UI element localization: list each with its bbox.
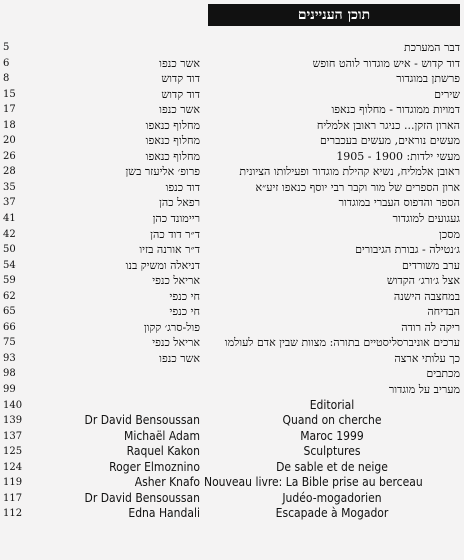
- entry-title: ג׳נטילה - גבורת הגיבורים: [355, 243, 460, 257]
- entry-title: De sable et de neige: [276, 459, 388, 474]
- page-number: 117: [3, 492, 23, 504]
- entry-author: דוד קדוש: [161, 72, 200, 86]
- entry-title: שירים: [434, 87, 460, 101]
- entry-title: Editorial: [309, 397, 355, 412]
- entry-title: דבר המערכת: [403, 41, 460, 54]
- page-number: 65: [3, 306, 16, 318]
- page-number: 75: [3, 337, 16, 349]
- page-number: 37: [3, 197, 16, 209]
- page-number: 42: [3, 228, 16, 240]
- toc-row-fr: [0, 413, 464, 429]
- page-number: 119: [3, 477, 23, 489]
- toc-row: [0, 149, 464, 165]
- toc-row: [0, 118, 464, 134]
- entry-author: אשר כנפו: [159, 56, 200, 70]
- page-number: 28: [3, 166, 16, 178]
- toc-row: [0, 242, 464, 258]
- entry-title: הספר והדפוס העברי במוגדור: [338, 196, 460, 210]
- entry-title: מעריב על מוגדור: [388, 383, 460, 397]
- toc-row: [0, 335, 464, 351]
- toc-row-fr: [0, 429, 464, 445]
- page-number: 26: [3, 150, 16, 162]
- entry-author: מחלוף כנאפו: [145, 134, 200, 148]
- entry-author: Raquel Kakon: [126, 444, 200, 459]
- entry-title: פרשתן במוגדור: [396, 72, 460, 86]
- table-of-contents: [0, 40, 464, 522]
- page-number: 41: [3, 213, 16, 225]
- entry-title: ערכים אוניברסליסטיים בתורה: מצוות שבין אדם לעולמו: [224, 336, 460, 350]
- entry-title: דוד קדוש - איש מוגדור לוהט חופש: [312, 56, 460, 70]
- entry-title: Sculptures: [303, 444, 361, 459]
- entry-author: ד״ר אורנה בזיו: [139, 243, 200, 257]
- entry-author: Roger Elmoznino: [109, 459, 200, 474]
- toc-row: [0, 180, 464, 196]
- page-number: 8: [3, 73, 10, 85]
- page-number: 18: [3, 119, 16, 131]
- entry-author: אשר כנפו: [159, 103, 200, 117]
- entry-author: ד״ר דוד כהן: [150, 227, 200, 241]
- toc-row: [0, 102, 464, 118]
- entry-title: מעשי ילדות: 1900 - 1905: [336, 149, 460, 163]
- toc-row: [0, 87, 464, 103]
- entry-author: Dr David Bensoussan: [84, 490, 200, 505]
- entry-title: דמויות ממוגדור - מחלוף כנאפו: [331, 103, 460, 117]
- page-number: 99: [3, 384, 16, 396]
- entry-author: אריאל כנפי: [152, 336, 200, 350]
- page-number: 124: [3, 461, 23, 473]
- entry-author: ריימונד כהן: [152, 212, 200, 226]
- entry-title: Judéo-mogadorien: [282, 490, 382, 505]
- toc-row: [0, 351, 464, 367]
- entry-title: מכתבים: [426, 367, 460, 381]
- entry-author: אריאל כנפי: [152, 274, 200, 288]
- entry-title: Escapade à Mogador: [275, 506, 389, 521]
- entry-author: מחלוף כנאפו: [145, 118, 200, 132]
- toc-row: [0, 227, 464, 243]
- entry-title: מעשים נוראים, מעשים בעכברים: [319, 134, 460, 148]
- page-number: 66: [3, 321, 16, 333]
- page-number: 6: [3, 57, 10, 69]
- entry-title: Maroc 1999: [300, 428, 364, 443]
- page-number: 93: [3, 352, 16, 364]
- entry-title: הארון הזקן... כניגר ראובן אלמליח: [316, 118, 460, 132]
- entry-title: אצל ג׳ורג׳ הקדוש: [386, 274, 460, 288]
- page-number: 112: [3, 508, 23, 520]
- toc-row-fr: [0, 491, 464, 507]
- entry-title: מסכן: [439, 227, 460, 241]
- entry-author: חי כנפי: [169, 305, 200, 319]
- toc-row: [0, 211, 464, 227]
- toc-row-fr: [0, 444, 464, 460]
- entry-author: דניאלה ומשיק בנו: [125, 258, 200, 272]
- toc-row: [0, 56, 464, 72]
- entry-title: ארון הספרים של מור וקבר רבי יוסף כנאפו זיע״א: [255, 180, 460, 194]
- page-number: 98: [3, 368, 16, 380]
- entry-title: במחצבה הישנה: [393, 289, 460, 303]
- page-number: 35: [3, 181, 16, 193]
- toc-row: [0, 133, 464, 149]
- entry-title: כך עלותי ארצה: [394, 351, 460, 365]
- entry-author: Dr David Bensoussan: [84, 413, 200, 428]
- toc-row: [0, 320, 464, 336]
- page-number: 20: [3, 135, 16, 147]
- entry-author: דוד קדוש: [161, 87, 200, 101]
- entry-author: פרופ׳ אליעזר בשן: [125, 165, 200, 179]
- page-number: 62: [3, 290, 16, 302]
- toc-row: [0, 304, 464, 320]
- page-number: 140: [3, 399, 23, 411]
- entry-author: דוד כנפו: [165, 180, 200, 194]
- toc-row: [0, 71, 464, 87]
- entry-title: הבדיחה: [427, 305, 460, 319]
- toc-row: [0, 195, 464, 211]
- page-number: 139: [3, 415, 23, 427]
- page-number: 137: [3, 430, 23, 442]
- toc-row: [0, 273, 464, 289]
- toc-row: [0, 164, 464, 180]
- page-number: 17: [3, 104, 16, 116]
- entry-author: אשר כנפו: [159, 351, 200, 365]
- toc-row-fr: [0, 398, 464, 414]
- toc-row-fr: [0, 475, 464, 491]
- toc-row-fr: [0, 460, 464, 476]
- page-number: 15: [3, 88, 16, 100]
- entry-title: Quand on cherche: [282, 413, 382, 428]
- entry-author: Asher Knafo: [134, 475, 200, 490]
- entry-title: ריקה לה רודה: [401, 320, 460, 334]
- page-number: 125: [3, 446, 23, 458]
- entry-author: פול-סרג׳ קקון: [143, 320, 200, 334]
- toc-row: [0, 366, 464, 382]
- toc-row: [0, 40, 464, 56]
- entry-author: Michaël Adam: [124, 428, 200, 443]
- toc-row: [0, 258, 464, 274]
- entry-author: חי כנפי: [169, 289, 200, 303]
- entry-author: Edna Handali: [128, 506, 200, 521]
- toc-row-fr: [0, 506, 464, 522]
- entry-title: Nouveau livre: La Bible prise au berceau: [204, 475, 423, 490]
- entry-title: געגועים למוגדור: [392, 212, 460, 226]
- toc-row: [0, 289, 464, 305]
- page-number: 59: [3, 275, 16, 287]
- page-number: 54: [3, 259, 16, 271]
- entry-author: מחלוף כנאפו: [145, 149, 200, 163]
- toc-row: [0, 382, 464, 398]
- entry-author: רפאל כהן: [159, 196, 200, 210]
- page-number: 5: [3, 42, 10, 53]
- page-title: תוכן העניינים: [208, 4, 460, 26]
- entry-title: ראובן אלמליח, נשיא קהילת מוגדור ופעילותו הציונית: [239, 165, 460, 179]
- page-number: 50: [3, 244, 16, 256]
- entry-title: ערב משורדים: [402, 258, 460, 272]
